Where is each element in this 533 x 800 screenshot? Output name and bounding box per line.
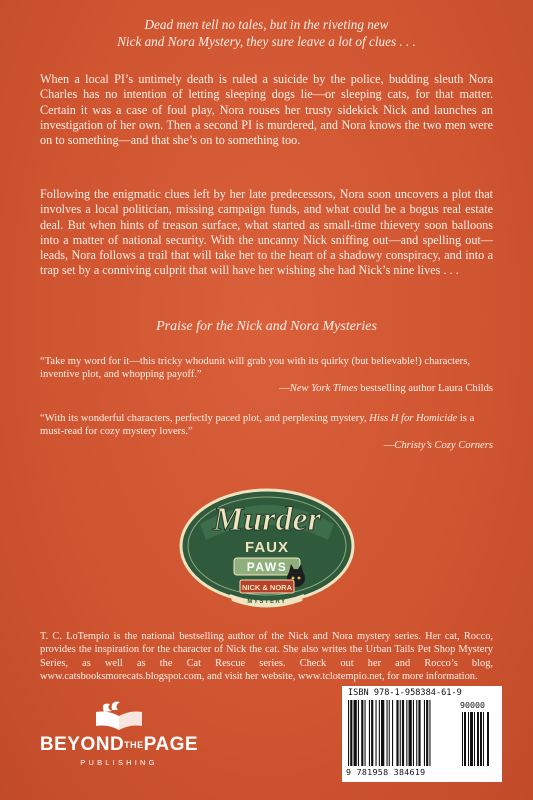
barcode-bar <box>381 700 384 766</box>
barcode-bar <box>379 700 380 766</box>
publisher-name-b: THE <box>124 739 144 750</box>
attrib-dash: — <box>383 439 395 451</box>
addon-bar <box>462 712 463 766</box>
barcode-bar <box>392 700 393 766</box>
book-wings-icon <box>38 700 200 734</box>
attrib-dash: — <box>279 382 290 394</box>
logo-title: Murder <box>213 501 321 538</box>
review-quote-1 <box>40 355 493 396</box>
publisher-sub: PUBLISHING <box>80 758 158 767</box>
barcode-bar <box>416 700 417 766</box>
barcode-bar <box>361 700 363 766</box>
quote-book-title: Hiss H for Homicide <box>369 413 458 424</box>
quote-text-after: is a must-read for cozy mystery lovers.” <box>40 413 475 438</box>
barcode-bar <box>354 700 357 766</box>
barcode-bar <box>429 700 430 766</box>
logo-faux: FAUX <box>244 539 290 556</box>
quote-text: “Take my word for it—this tricky whodunit will grab you with its quirky (but believable!) characters, inventive plot, and whopping payoff.” <box>40 356 470 381</box>
murder-faux-paws-logo <box>178 480 356 618</box>
barcode-bar <box>396 700 398 766</box>
barcode-bar <box>418 700 420 766</box>
addon-bar <box>487 712 489 766</box>
author-bio: T. C. LoTempio is the national bestselling author of the Nick and Nora mystery series. Her cat, Rocco, provides the inspiration for the character of Nick the cat. She also writes the Urban Tails Pet Shop Mystery Series, as well as the Cat Rescue series. Check out her and Rocco’s blog, www.catsbooksmorecats.blogspot.com, and visit her website, www.tclotempio.net, for more information. <box>40 631 493 682</box>
barcode-bar <box>402 700 404 766</box>
publisher-name-a: BEYOND <box>39 734 125 755</box>
attrib-publication: New York Times <box>289 382 358 394</box>
addon-bar <box>468 712 469 766</box>
logo-series: NICK & NORA <box>242 583 292 592</box>
addon-bar <box>474 712 475 766</box>
synopsis-paragraph-2: Following the enigmatic clues left by her late predecessors, Nora soon uncovers a plot that involves a local politician, missing campaign funds, and what could be a bogus real estate deal. But when hints of treason surface, what started as small-time thievery soon balloons into a matter of national security. With the uncanny Nick sniffing out—and spelling out—leads, Nora follows a trail that will take her to the heart of a shadowy conspiracy, and into a trap set by a conniving culprit that will have her wishing she had Nick’s nine lives . . . <box>40 187 493 278</box>
barcode-bar <box>371 700 373 766</box>
barcode-bar <box>426 700 428 766</box>
barcode-bar <box>369 700 370 766</box>
publisher-name-c: PAGE <box>143 734 199 755</box>
publisher-name <box>38 734 200 756</box>
barcode-bar <box>376 700 377 766</box>
addon-bar <box>483 712 484 766</box>
praise-heading: Praise for the Nick and Nora Mysteries <box>156 319 377 334</box>
addon-bar <box>470 712 473 766</box>
addon-bar <box>464 712 466 766</box>
barcode-bar <box>348 700 349 766</box>
attrib-rest: bestselling author Laura Childs <box>357 382 493 394</box>
logo-sub: MYSTERY <box>247 599 287 605</box>
quote-text <box>40 412 493 439</box>
tagline-line-2: Nick and Nora Mystery, they sure leave a lot of clues . . . <box>117 34 416 49</box>
barcode-bar <box>350 700 352 766</box>
barcode-bar <box>406 700 407 766</box>
quote-text-before: “With its wonderful characters, perfectly paced plot, and perplexing mystery, <box>40 413 370 424</box>
quote-attribution <box>40 382 493 396</box>
addon-bar <box>477 712 479 766</box>
logo-paws: PAWS <box>246 560 288 574</box>
barcode-bar <box>389 700 390 766</box>
synopsis-paragraph-1: When a local PI’s untimely death is ruled a suicide by the police, budding sleuth Nora Charles has no intention of letting sleeping dogs lie—or sleeping cats, for that matter. Certain it was a case of foul play, Nora rouses her trusty sidekick Nick and launches an investigation of her own. Then a second PI is murdered, and Nora knows the two men were on to something—and that she’s on to something too. <box>40 72 493 148</box>
barcode-bar <box>424 700 425 766</box>
tagline-line-1: Dead men tell no tales, but in the riveting new <box>144 17 389 32</box>
isbn-barcode <box>342 686 502 782</box>
attrib-publication: Christy’s Cozy Corners <box>394 439 493 451</box>
barcode-bar <box>358 700 359 766</box>
barcode-bar <box>400 700 401 766</box>
tagline <box>40 16 493 50</box>
barcode-bar <box>409 700 412 766</box>
publisher-logo <box>38 700 200 772</box>
review-quote-2 <box>40 412 493 453</box>
barcode-bar <box>413 700 414 766</box>
barcode-bar <box>365 700 366 766</box>
price-addon-code: 90000 <box>460 700 485 710</box>
barcode-bar <box>387 700 388 766</box>
barcode-digits: 9 781958 384619 <box>346 767 426 777</box>
addon-bar <box>480 712 482 766</box>
isbn-text: ISBN 978-1-958384-61-9 <box>348 688 462 698</box>
quote-attribution <box>40 439 493 453</box>
